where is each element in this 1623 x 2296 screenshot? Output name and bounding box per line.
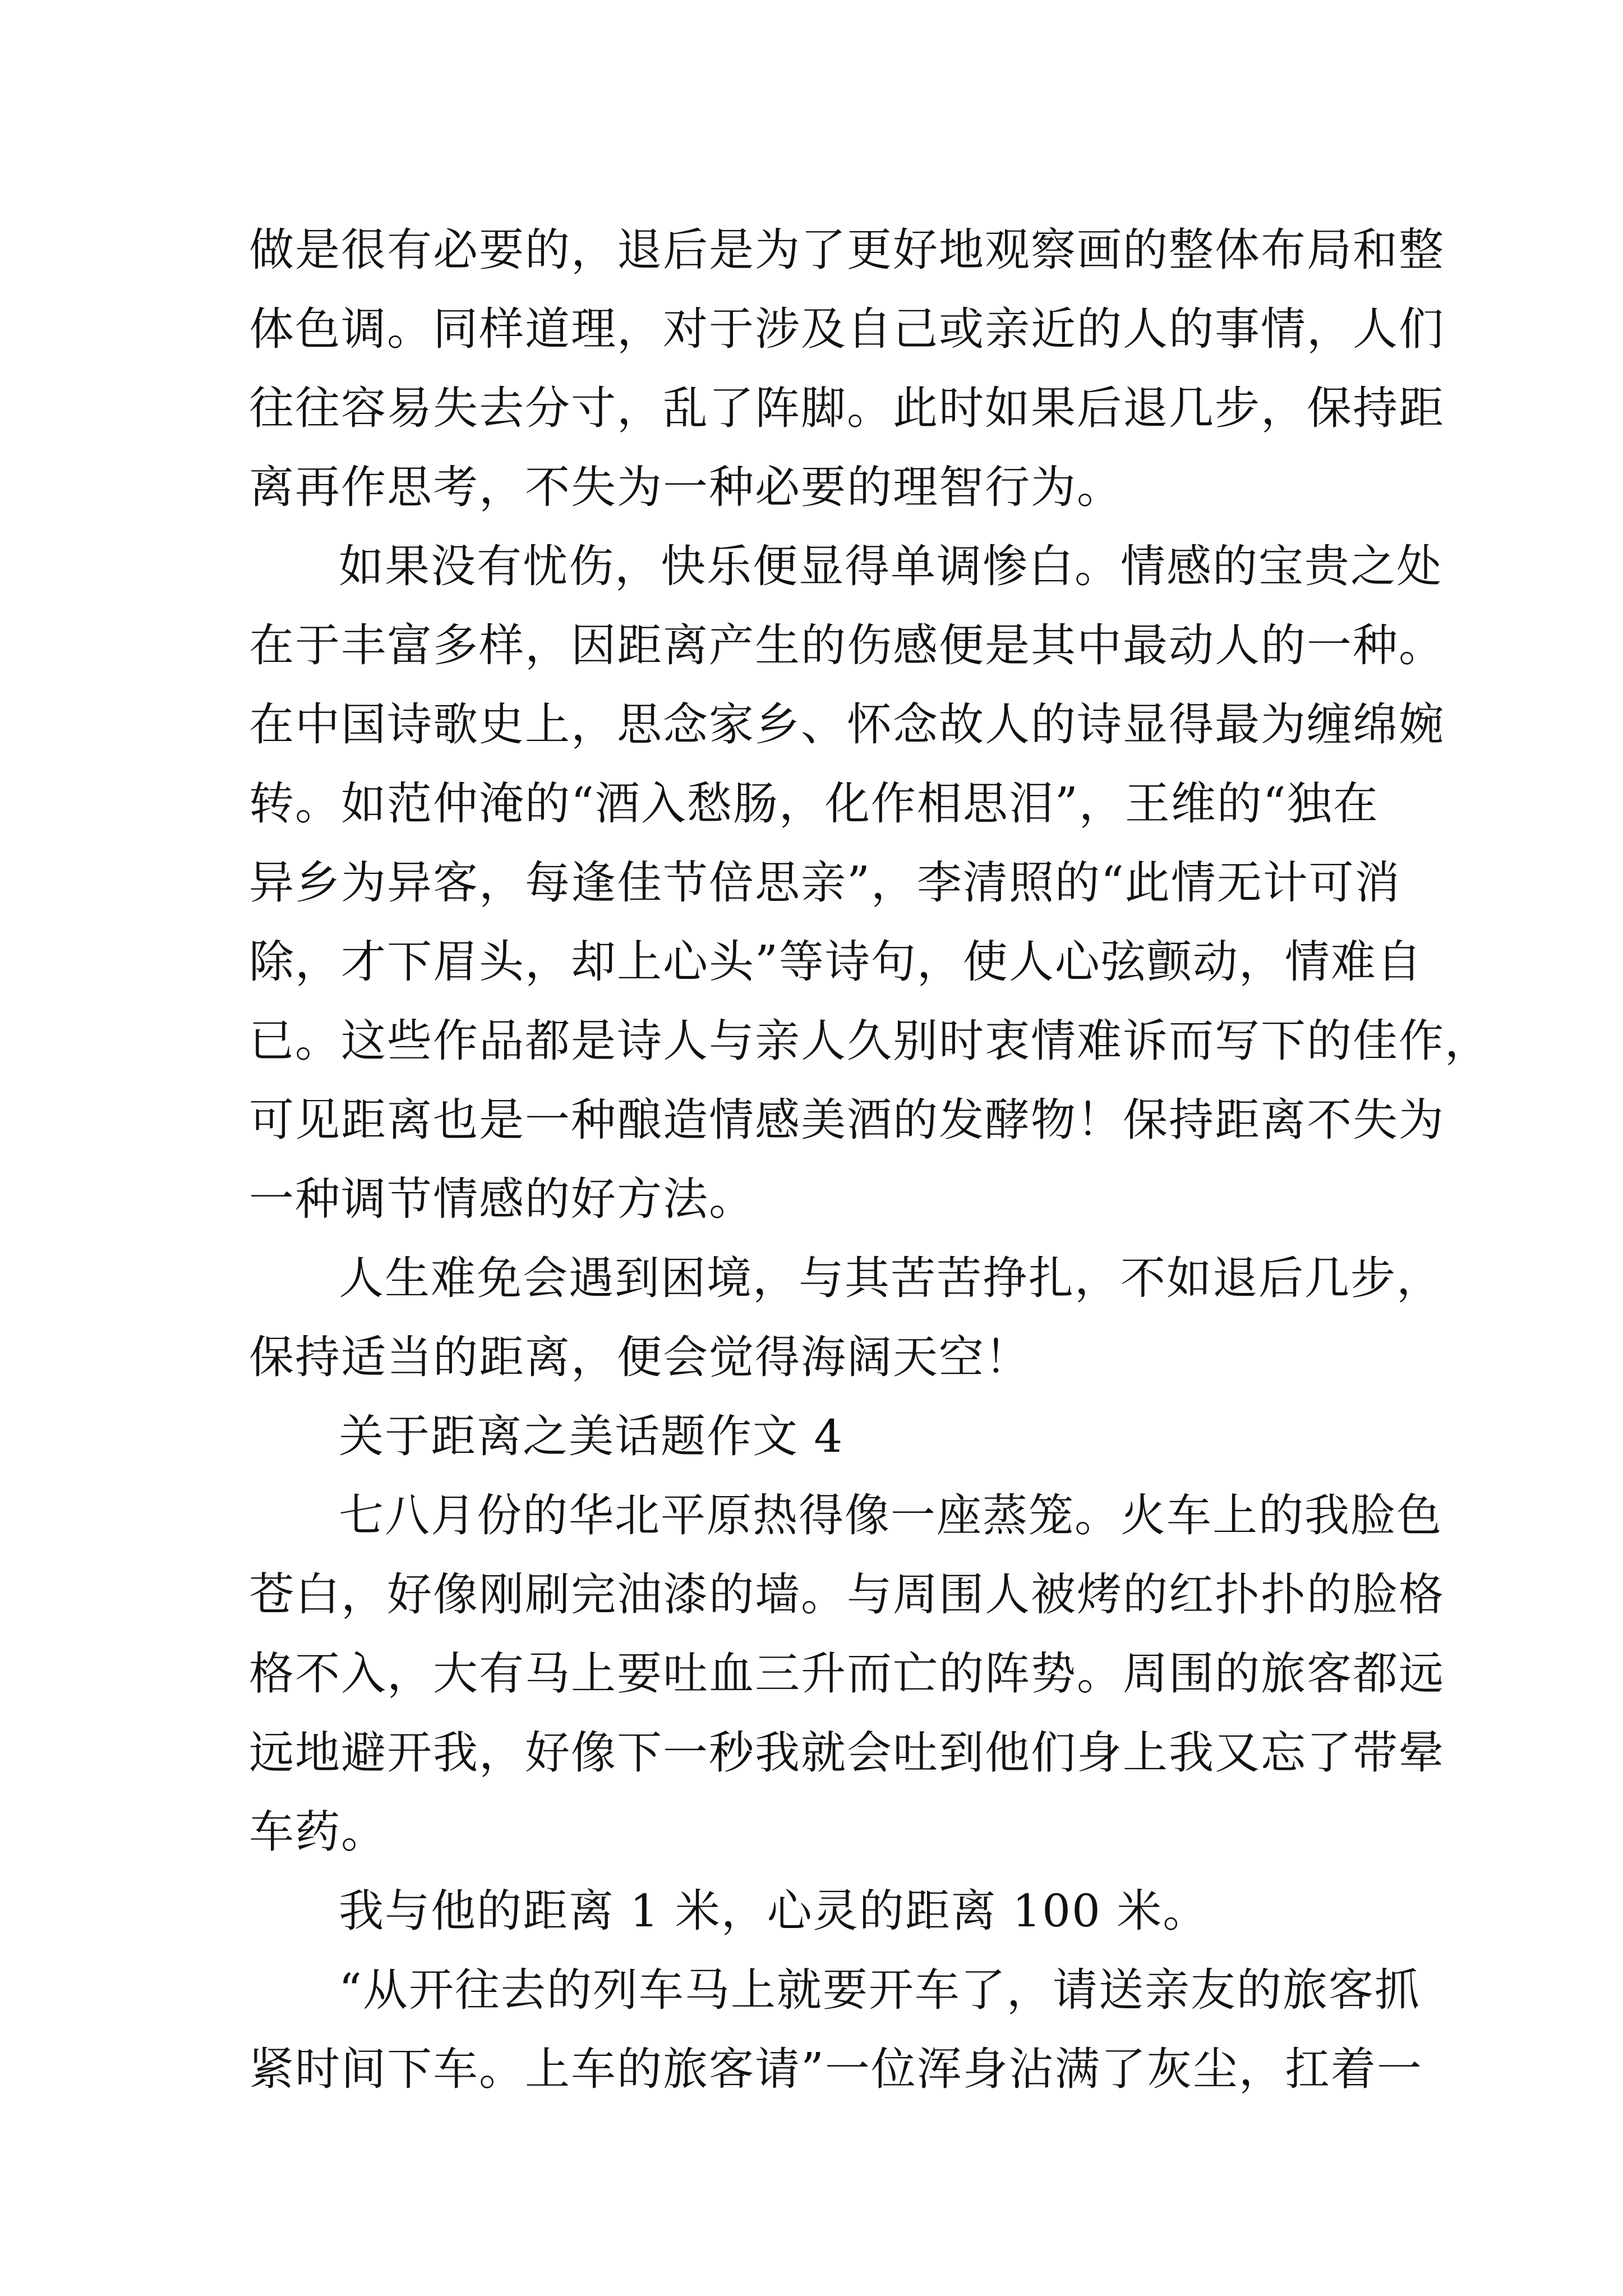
text-line: 可见距离也是一种酿造情感美酒的发酵物！保持距离不失为 [249, 1094, 1445, 1146]
document-body [249, 210, 1491, 2109]
text-line: 紧时间下车。上车的旅客请”一位浑身沾满了灰尘，扛着一 [249, 2043, 1423, 2095]
text-line: 车药。 [249, 1806, 387, 1858]
paragraph-first-line: 七八月份的华北平原热得像一座蒸笼。火车上的我脸色 [339, 1489, 1442, 1542]
text-line: 在于丰富多样，因距离产生的伤感便是其中最动人的一种。 [249, 619, 1445, 671]
paragraph-first-line: 如果没有忧伤，快乐便显得单调惨白。情感的宝贵之处 [339, 540, 1442, 592]
paragraph-first-line: 我与他的距离 1 米，心灵的距离 100 米。 [339, 1885, 1209, 1937]
text-line: 做是很有必要的，退后是为了更好地观察画的整体布局和整 [249, 224, 1445, 276]
text-line: 格不入，大有马上要吐血三升而亡的阵势。周围的旅客都远 [249, 1648, 1445, 1700]
text-line: 往往容易失去分寸，乱了阵脚。此时如果后退几步，保持距 [249, 382, 1445, 434]
text-line: 异乡为异客，每逢佳节倍思亲”，李清照的“此情无计可消 [249, 857, 1401, 909]
text-line: 在中国诗歌史上，思念家乡、怀念故人的诗显得最为缠绵婉 [249, 698, 1445, 751]
text-line: 保持适当的距离，便会觉得海阔天空！ [249, 1331, 1031, 1383]
section-heading: 关于距离之美话题作文 4 [339, 1410, 844, 1462]
paragraph-first-line: “从开往去的列车马上就要开车了，请送亲友的旅客抓 [339, 1964, 1421, 2016]
text-line: 体色调。同样道理，对于涉及自己或亲近的人的事情，人们 [249, 303, 1445, 355]
text-line: 远地避开我，好像下一秒我就会吐到他们身上我又忘了带晕 [249, 1727, 1445, 1779]
text-line: 苍白，好像刚刷完油漆的墙。与周围人被烤的红扑扑的脸格 [249, 1568, 1445, 1621]
text-line: 已。这些作品都是诗人与亲人久别时衷情难诉而写下的佳作， [249, 1015, 1491, 1067]
paragraph-first-line: 人生难免会遇到困境，与其苦苦挣扎，不如退后几步， [339, 1252, 1442, 1304]
text-line: 除，才下眉头，却上心头”等诗句，使人心弦颤动，情难自 [249, 936, 1423, 988]
text-line: 转。如范仲淹的“酒入愁肠，化作相思泪”，王维的“独在 [249, 777, 1379, 830]
text-line: 一种调节情感的好方法。 [249, 1173, 755, 1225]
text-line: 离再作思考，不失为一种必要的理智行为。 [249, 461, 1123, 513]
